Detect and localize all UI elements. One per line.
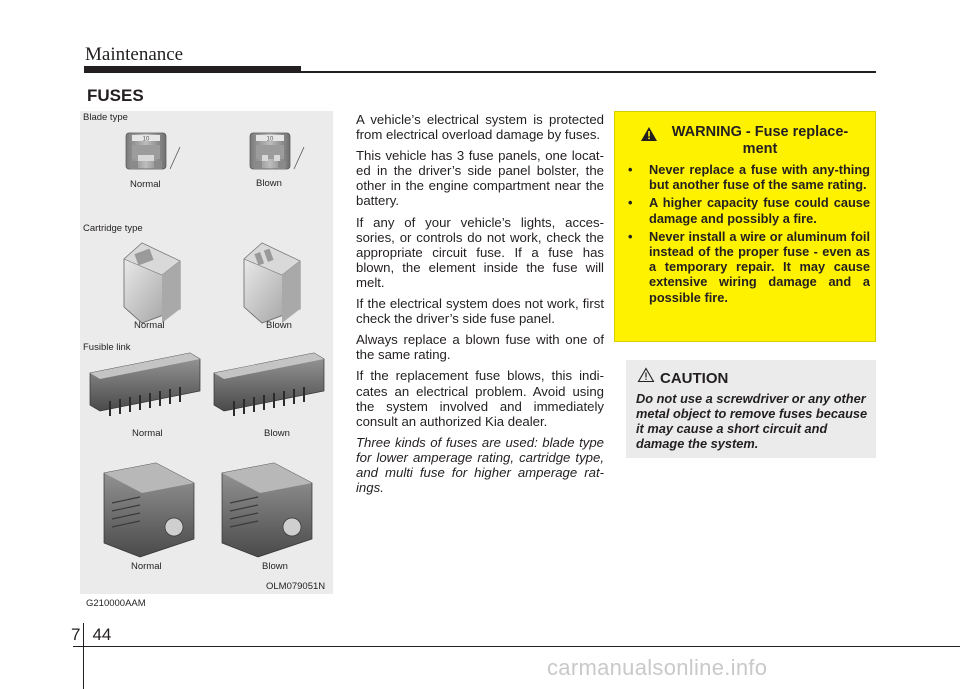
warning-item: • Never replace a fuse with any-thing but another fuse of the same rating. [625, 162, 870, 192]
figure-reference: G210000AAM [86, 598, 146, 609]
chapter-number: 7 [71, 625, 81, 644]
warning-box [614, 111, 876, 342]
fusible-link-blown-image [214, 353, 324, 416]
blade-fuse-normal-image [126, 133, 180, 169]
blade-fuse-blown-image [250, 133, 304, 169]
fusible-link-normal-image [90, 353, 200, 416]
warning-title [645, 124, 875, 158]
fusible-link-normal-label: Normal [132, 428, 163, 439]
warning-item: • Never install a wire or aluminum foil instead of the proper fuse - even as a temporary repair. It may cause extensive wiring damage and a possible fire. [625, 229, 870, 305]
caution-title: CAUTION [660, 370, 729, 387]
cartridge-fuse-blown-image [244, 243, 300, 323]
multi-fuse-normal-image [104, 463, 194, 557]
cartridge-normal-label: Normal [134, 320, 165, 331]
blade-type-caption: Blade type [83, 112, 128, 123]
body-italic-note: Three kinds of fuses are used: blade type for lower amperage rating, cartridge type, and multi fuse for higher amperage rat-ings. [356, 434, 604, 496]
header-thick-rule [84, 66, 301, 73]
body-paragraph: This vehicle has 3 fuse panels, one locat-ed in the driver’s side panel bolster, the other in the engine compartment near the battery. [356, 148, 604, 209]
warning-list [625, 162, 870, 308]
fuse-types-figure [80, 111, 333, 594]
header-title: Maintenance [85, 44, 184, 65]
body-text [356, 112, 604, 501]
warning-title-line2: ment [742, 141, 778, 157]
header-thin-rule [301, 71, 876, 73]
caution-triangle-icon [637, 367, 655, 383]
svg-text:10: 10 [142, 136, 150, 143]
body-paragraph: If the electrical system does not work, first check the driver’s side fuse panel. [356, 296, 604, 327]
fusible-link-caption: Fusible link [83, 342, 131, 353]
body-paragraph: Always replace a blown fuse with one of the same rating. [356, 332, 604, 363]
blade-normal-label: Normal [130, 179, 161, 190]
cartridge-blown-label: Blown [266, 320, 292, 331]
section-title: FUSES [87, 86, 144, 105]
page-number [71, 625, 111, 645]
cartridge-fuse-normal-image [124, 243, 180, 323]
warning-title-line1: WARNING - Fuse replace- [671, 124, 849, 140]
multi-fuse-blown-label: Blown [262, 561, 288, 572]
body-paragraph: If any of your vehicle’s lights, acces-sories, or controls do not work, check the appropriate circuit fuse. If a fuse has blown, the element inside the fuse will melt. [356, 214, 604, 290]
multi-fuse-blown-image [222, 463, 312, 557]
body-paragraph: If the replacement fuse blows, this indi-cates an electrical problem. Avoid using the system involved and immediately consult an authorized Kia dealer. [356, 368, 604, 429]
fusible-link-blown-label: Blown [264, 428, 290, 439]
body-paragraph: A vehicle’s electrical system is protected from electrical overload damage by fuses. [356, 112, 604, 143]
svg-text:10: 10 [266, 136, 274, 143]
footer-horizontal-rule [73, 646, 960, 647]
warning-item: • A higher capacity fuse could cause damage and possibly a fire. [625, 195, 870, 225]
multi-fuse-normal-label: Normal [131, 561, 162, 572]
caution-box [626, 360, 876, 458]
page-in-chapter: 44 [92, 625, 112, 644]
caution-text: Do not use a screwdriver or any other metal object to remove fuses because it may cause a short circuit and damage the system. [636, 391, 868, 451]
figure-code: OLM079051N [266, 581, 326, 592]
blade-blown-label: Blown [256, 178, 282, 189]
cartridge-type-caption: Cartridge type [83, 223, 143, 234]
watermark: carmanualsonline.info [547, 655, 768, 680]
